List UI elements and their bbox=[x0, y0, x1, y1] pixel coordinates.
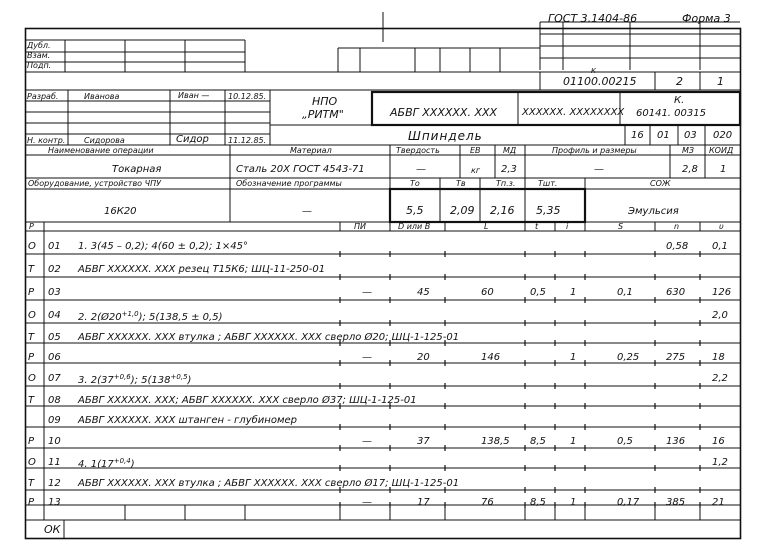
row-type: Т bbox=[28, 264, 35, 275]
k-code: 60141. 00315 bbox=[636, 108, 706, 119]
form-label: Форма 3 bbox=[682, 12, 731, 25]
part-name: Шпиндель bbox=[408, 129, 483, 143]
hdr-tsht: Тшт. bbox=[538, 179, 558, 188]
designation: АБВГ XXXXXX. XXX bbox=[390, 106, 498, 119]
doc-code-k: К bbox=[591, 67, 596, 75]
row-number: 08 bbox=[48, 395, 61, 406]
date-developer: 10.12.85. bbox=[228, 92, 267, 101]
cell-l: 138,5 bbox=[481, 436, 510, 447]
row-number: 10 bbox=[48, 436, 61, 447]
val-tsht: 5,35 bbox=[536, 204, 561, 217]
col-n: n bbox=[674, 222, 680, 231]
val-program: — bbox=[302, 206, 312, 217]
cell-n: 0,58 bbox=[666, 241, 689, 252]
row-text: 1. 3(45 – 0,2); 4(60 ± 0,2); 1×45° bbox=[78, 241, 248, 252]
designation-secondary: XXXXXX. XXXXXXXX bbox=[522, 107, 625, 118]
cell-v: 126 bbox=[712, 287, 732, 298]
col-pi: ПИ bbox=[354, 222, 366, 231]
row-number: 09 bbox=[48, 415, 61, 426]
hdr-tpz: Тп.з. bbox=[496, 179, 516, 188]
cell-v: 2,0 bbox=[712, 310, 728, 321]
cell-i: 1 bbox=[570, 352, 577, 363]
org-line2: „РИТМ" bbox=[302, 108, 344, 121]
row-text: АБВГ XXXXXX. XXX втулка ; АБВГ XXXXXX. XXX сверло Ø20; ШЦ-1-125-01 bbox=[78, 332, 460, 343]
cell-pi: — bbox=[362, 352, 372, 363]
hdr-soj: СОЖ bbox=[650, 179, 671, 188]
row-type: Р bbox=[28, 352, 35, 363]
cell-n: 136 bbox=[666, 436, 686, 447]
row-text: АБВГ XXXXXX. XXX штанген - глубиномер bbox=[78, 415, 297, 426]
side-label-dubl: Дубл. bbox=[27, 41, 51, 50]
val-koid: 1 bbox=[720, 164, 727, 175]
row-type: Т bbox=[28, 478, 35, 489]
cell-d: 17 bbox=[417, 497, 430, 508]
role-normcontrol: Н. контр. bbox=[27, 136, 66, 145]
row-type: О bbox=[28, 310, 36, 321]
row-text: АБВГ XXXXXX. XXX; АБВГ XXXXXX. XXX сверло Ø37; ШЦ-1-125-01 bbox=[78, 395, 417, 406]
val-mz: 2,8 bbox=[682, 164, 698, 175]
val-operation: Токарная bbox=[112, 164, 162, 175]
cell-t: 0,5 bbox=[530, 287, 546, 298]
cell-t: 8,5 bbox=[530, 497, 546, 508]
col-d: D или В bbox=[398, 222, 431, 231]
org-line1: НПО bbox=[312, 95, 338, 108]
val-md: 2,3 bbox=[501, 164, 517, 175]
val-tpz: 2,16 bbox=[490, 204, 515, 217]
doc-code: 01100.00215 bbox=[563, 75, 637, 88]
row-number: 02 bbox=[48, 264, 61, 275]
row-type: Р bbox=[28, 287, 35, 298]
val-hardness: — bbox=[416, 164, 426, 175]
val-ev: кг bbox=[471, 166, 481, 175]
row-type: Т bbox=[28, 395, 35, 406]
footer-label: ОК bbox=[44, 523, 61, 536]
side-label-podp: Подп. bbox=[27, 61, 52, 70]
row-text-part: 3. 2(37 bbox=[78, 375, 114, 386]
hdr-to: То bbox=[410, 179, 420, 188]
row-type: Р bbox=[28, 497, 35, 508]
cell-n: 630 bbox=[666, 287, 686, 298]
row-number: 13 bbox=[48, 497, 61, 508]
date-normcontrol: 11.12.85. bbox=[228, 136, 267, 145]
hdr-operation: Наименование операции bbox=[48, 146, 154, 155]
sheets-count: 1 bbox=[717, 75, 724, 88]
col-t: t bbox=[535, 222, 539, 231]
cell-v: 0,1 bbox=[712, 241, 728, 252]
val-profile: — bbox=[594, 164, 604, 175]
hdr-hardness: Твердость bbox=[396, 146, 440, 155]
cell-v: 18 bbox=[712, 352, 725, 363]
cell-s: 0,5 bbox=[617, 436, 633, 447]
cell-l: 76 bbox=[481, 497, 494, 508]
tolerance-superscript: +0,6 bbox=[113, 373, 131, 381]
row-number: 12 bbox=[48, 478, 61, 489]
code-1: 16 bbox=[631, 130, 644, 141]
hdr-md: МД bbox=[503, 146, 517, 155]
k-label: К. bbox=[674, 95, 685, 106]
cell-d: 37 bbox=[417, 436, 430, 447]
signature-normcontrol: Сидор bbox=[176, 134, 209, 145]
tolerance-superscript: +0,5 bbox=[170, 373, 188, 381]
row-number: 01 bbox=[48, 241, 61, 252]
row-text bbox=[78, 458, 135, 470]
row-text-part: 2. 2(Ø20 bbox=[78, 312, 122, 323]
row-type: Р bbox=[28, 436, 35, 447]
col-s: S bbox=[618, 222, 624, 231]
standard-label: ГОСТ 3.1404-86 bbox=[548, 12, 638, 25]
row-type: Т bbox=[28, 332, 35, 343]
cell-pi: — bbox=[362, 287, 372, 298]
row-type: О bbox=[28, 241, 36, 252]
cell-l: 60 bbox=[481, 287, 494, 298]
hdr-equipment: Оборудование, устройство ЧПУ bbox=[28, 179, 161, 188]
cell-i: 1 bbox=[570, 287, 577, 298]
cell-s: 0,17 bbox=[617, 497, 640, 508]
row-number: 11 bbox=[48, 457, 61, 468]
code-4: 020 bbox=[713, 130, 733, 141]
col-v: υ bbox=[719, 222, 724, 231]
cell-d: 20 bbox=[417, 352, 430, 363]
cell-s: 0,25 bbox=[617, 352, 640, 363]
val-equipment: 16К20 bbox=[104, 206, 137, 217]
tolerance-superscript: +1,0 bbox=[121, 310, 139, 318]
cell-l: 146 bbox=[481, 352, 501, 363]
hdr-tv: Тв bbox=[456, 179, 466, 188]
tolerance-superscript: +0,4 bbox=[113, 457, 131, 465]
col-p: Р bbox=[29, 222, 34, 231]
cell-d: 45 bbox=[417, 287, 430, 298]
row-type: О bbox=[28, 373, 36, 384]
cell-pi: — bbox=[362, 497, 372, 508]
row-text-part: ) bbox=[187, 375, 192, 386]
hdr-mz: МЗ bbox=[682, 146, 695, 155]
row-text: АБВГ XXXXXX. XXX резец Т15К6; ШЦ-11-250-01 bbox=[78, 264, 326, 275]
code-3: 03 bbox=[684, 130, 697, 141]
code-2: 01 bbox=[657, 130, 670, 141]
val-material: Сталь 20Х ГОСТ 4543-71 bbox=[236, 164, 365, 175]
hdr-material: Материал bbox=[290, 146, 332, 155]
cell-i: 1 bbox=[570, 497, 577, 508]
hdr-program: Обозначение программы bbox=[236, 179, 342, 188]
cell-i: 1 bbox=[570, 436, 577, 447]
hdr-ev: ЕВ bbox=[470, 146, 481, 155]
col-i: i bbox=[566, 222, 569, 231]
row-text-part: ); 5(138,5 ± 0,5) bbox=[138, 312, 223, 323]
row-number: 05 bbox=[48, 332, 61, 343]
row-text: АБВГ XXXXXX. XXX втулка ; АБВГ XXXXXX. XXX сверло Ø17; ШЦ-1-125-01 bbox=[78, 478, 460, 489]
row-number: 07 bbox=[48, 373, 61, 384]
cell-t: 8,5 bbox=[530, 436, 546, 447]
cell-s: 0,1 bbox=[617, 287, 633, 298]
hdr-koid: КОИД bbox=[709, 146, 734, 155]
row-text-part: ) bbox=[130, 459, 135, 470]
cell-v: 16 bbox=[712, 436, 725, 447]
val-soj: Эмульсия bbox=[628, 206, 679, 217]
hdr-profile: Профиль и размеры bbox=[552, 146, 637, 155]
col-l: L bbox=[484, 222, 489, 231]
cell-pi: — bbox=[362, 436, 372, 447]
cell-n: 275 bbox=[666, 352, 686, 363]
role-developer: Разраб. bbox=[27, 92, 59, 101]
row-text-part: 4. 1(17 bbox=[78, 459, 114, 470]
val-to: 5,5 bbox=[406, 204, 424, 217]
cell-v: 2,2 bbox=[712, 373, 728, 384]
name-developer: Иванова bbox=[84, 92, 120, 101]
cell-v: 21 bbox=[712, 497, 725, 508]
val-tv: 2,09 bbox=[450, 204, 475, 217]
name-normcontrol: Сидорова bbox=[84, 136, 125, 145]
cell-n: 385 bbox=[666, 497, 686, 508]
row-text-part: ); 5(138 bbox=[130, 375, 171, 386]
side-label-vzam: Взам. bbox=[27, 51, 51, 60]
row-text bbox=[78, 311, 222, 323]
cell-v: 1,2 bbox=[712, 457, 728, 468]
signature-developer: Иван — bbox=[178, 91, 210, 100]
sheet-number: 2 bbox=[676, 75, 683, 88]
row-number: 03 bbox=[48, 287, 61, 298]
row-number: 06 bbox=[48, 352, 61, 363]
row-type: О bbox=[28, 457, 36, 468]
row-number: 04 bbox=[48, 310, 61, 321]
row-text bbox=[78, 374, 191, 386]
